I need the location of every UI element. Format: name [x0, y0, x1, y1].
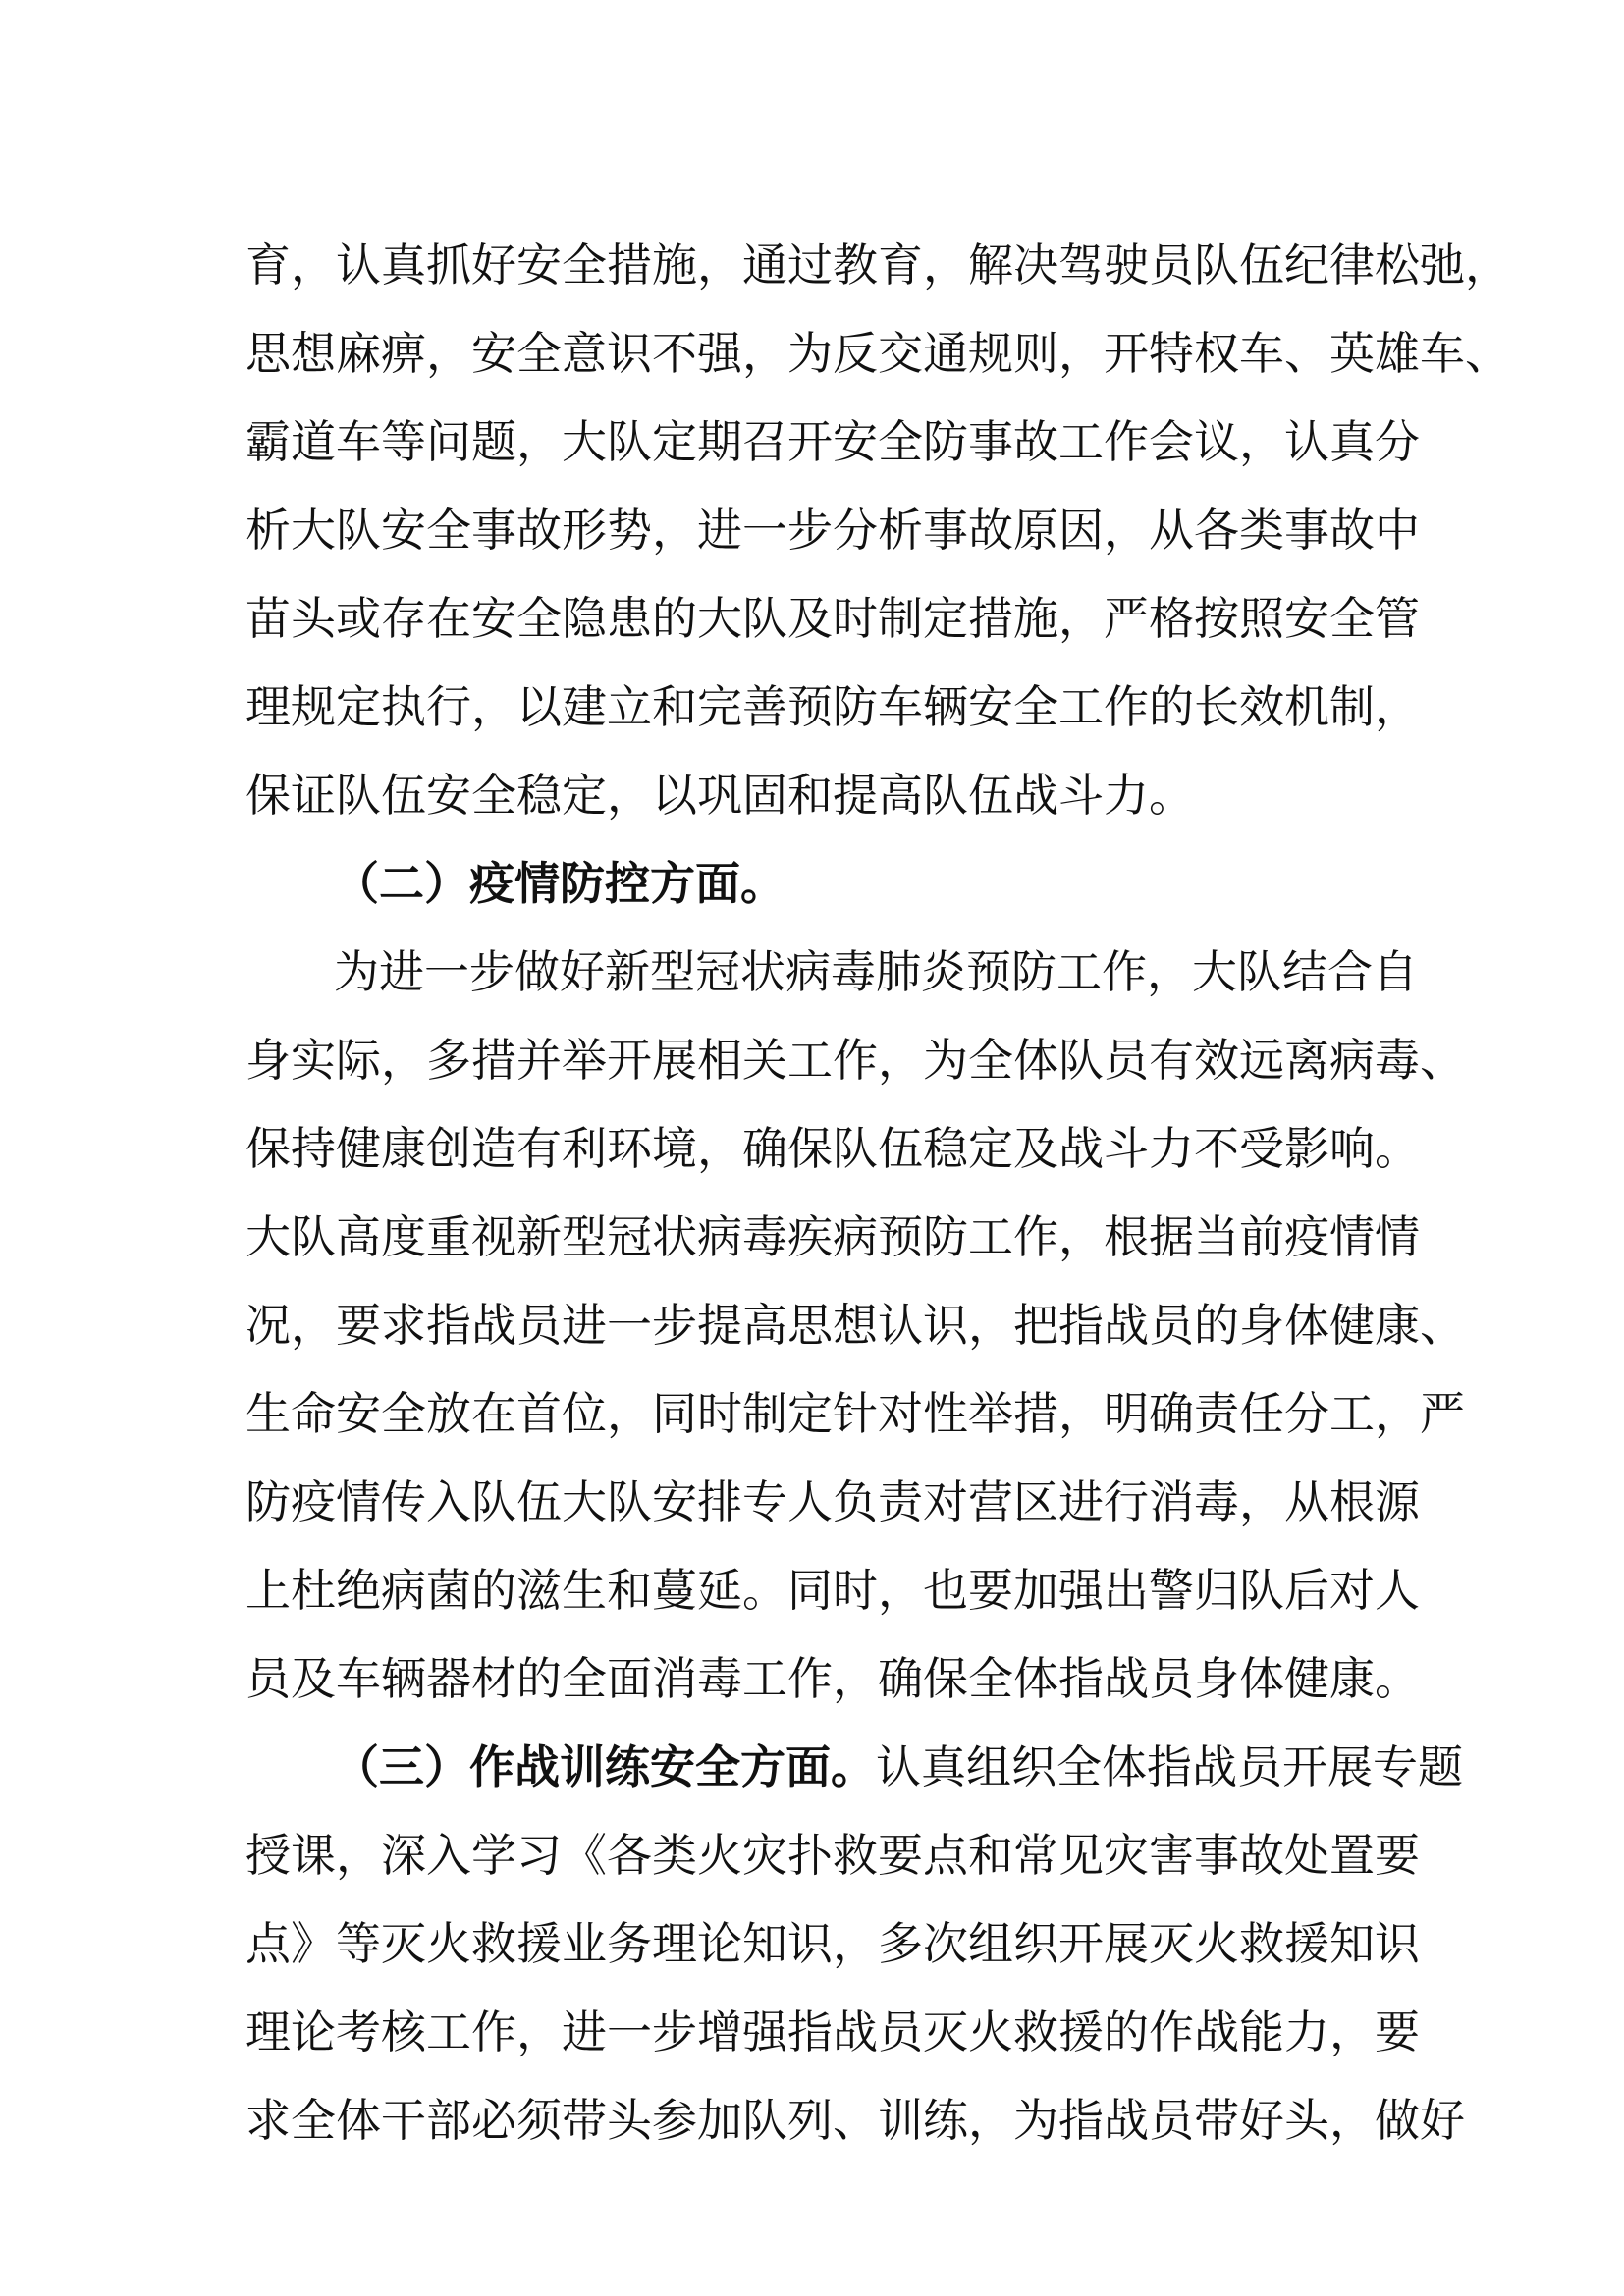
paragraph-line: 理论考核工作，进一步增强指战员灭火救援的作战能力，要: [245, 2005, 1420, 2058]
paragraph-line: 点》等灭火救援业务理论知识，多次组织开展灭火救援知识: [245, 1917, 1420, 1970]
paragraph-line: 保持健康创造有利环境，确保队伍稳定及战斗力不受影响。: [245, 1122, 1420, 1175]
paragraph-line: 大队高度重视新型冠状病毒疾病预防工作，根据当前疫情情: [245, 1210, 1420, 1263]
paragraph-line: 霸道车等问题，大队定期召开安全防事故工作会议，认真分: [245, 415, 1420, 468]
section-heading-3: （三）作战训练安全方面。: [334, 1740, 876, 1793]
paragraph-line: 况，要求指战员进一步提高思想认识，把指战员的身体健康、: [245, 1299, 1465, 1352]
paragraph-line: 保证队伍安全稳定，以巩固和提高队伍战斗力。: [245, 769, 1194, 822]
paragraph-line: 思想麻痹，安全意识不强，为反交通规则，开特权车、英雄车、: [245, 327, 1510, 380]
paragraph-line: 求全体干部必须带头参加队列、训练，为指战员带好头，做好: [245, 2094, 1465, 2147]
paragraph-line: 认真组织全体指战员开展专题: [876, 1740, 1463, 1793]
paragraph-line: 身实际，多措并举开展相关工作，为全体队员有效远离病毒、: [245, 1034, 1465, 1087]
paragraph-line: 育，认真抓好安全措施，通过教育，解决驾驶员队伍纪律松弛，: [245, 239, 1510, 292]
paragraph-line: 授课，深入学习《各类火灾扑救要点和常见灾害事故处置要: [245, 1829, 1420, 1882]
paragraph-line: 为进一步做好新型冠状病毒肺炎预防工作，大队结合自: [334, 945, 1418, 998]
paragraph-line: 析大队安全事故形势，进一步分析事故原因，从各类事故中: [245, 504, 1420, 557]
paragraph-line: 理规定执行，以建立和完善预防车辆安全工作的长效机制，: [245, 680, 1420, 733]
section-heading-2: （二）疫情防控方面。: [334, 857, 785, 910]
paragraph-line: 员及车辆器材的全面消毒工作，确保全体指战员身体健康。: [245, 1652, 1420, 1705]
section-3-first-line: [334, 1723, 1463, 1811]
paragraph-line: 上杜绝病菌的滋生和蔓延。同时，也要加强出警归队后对人: [245, 1564, 1420, 1617]
paragraph-line: 苗头或存在安全隐患的大队及时制定措施，严格按照安全管: [245, 592, 1420, 645]
paragraph-line: 生命安全放在首位，同时制定针对性举措，明确责任分工，严: [245, 1387, 1465, 1440]
paragraph-line: 防疫情传入队伍大队安排专人负责对营区进行消毒，从根源: [245, 1475, 1420, 1528]
